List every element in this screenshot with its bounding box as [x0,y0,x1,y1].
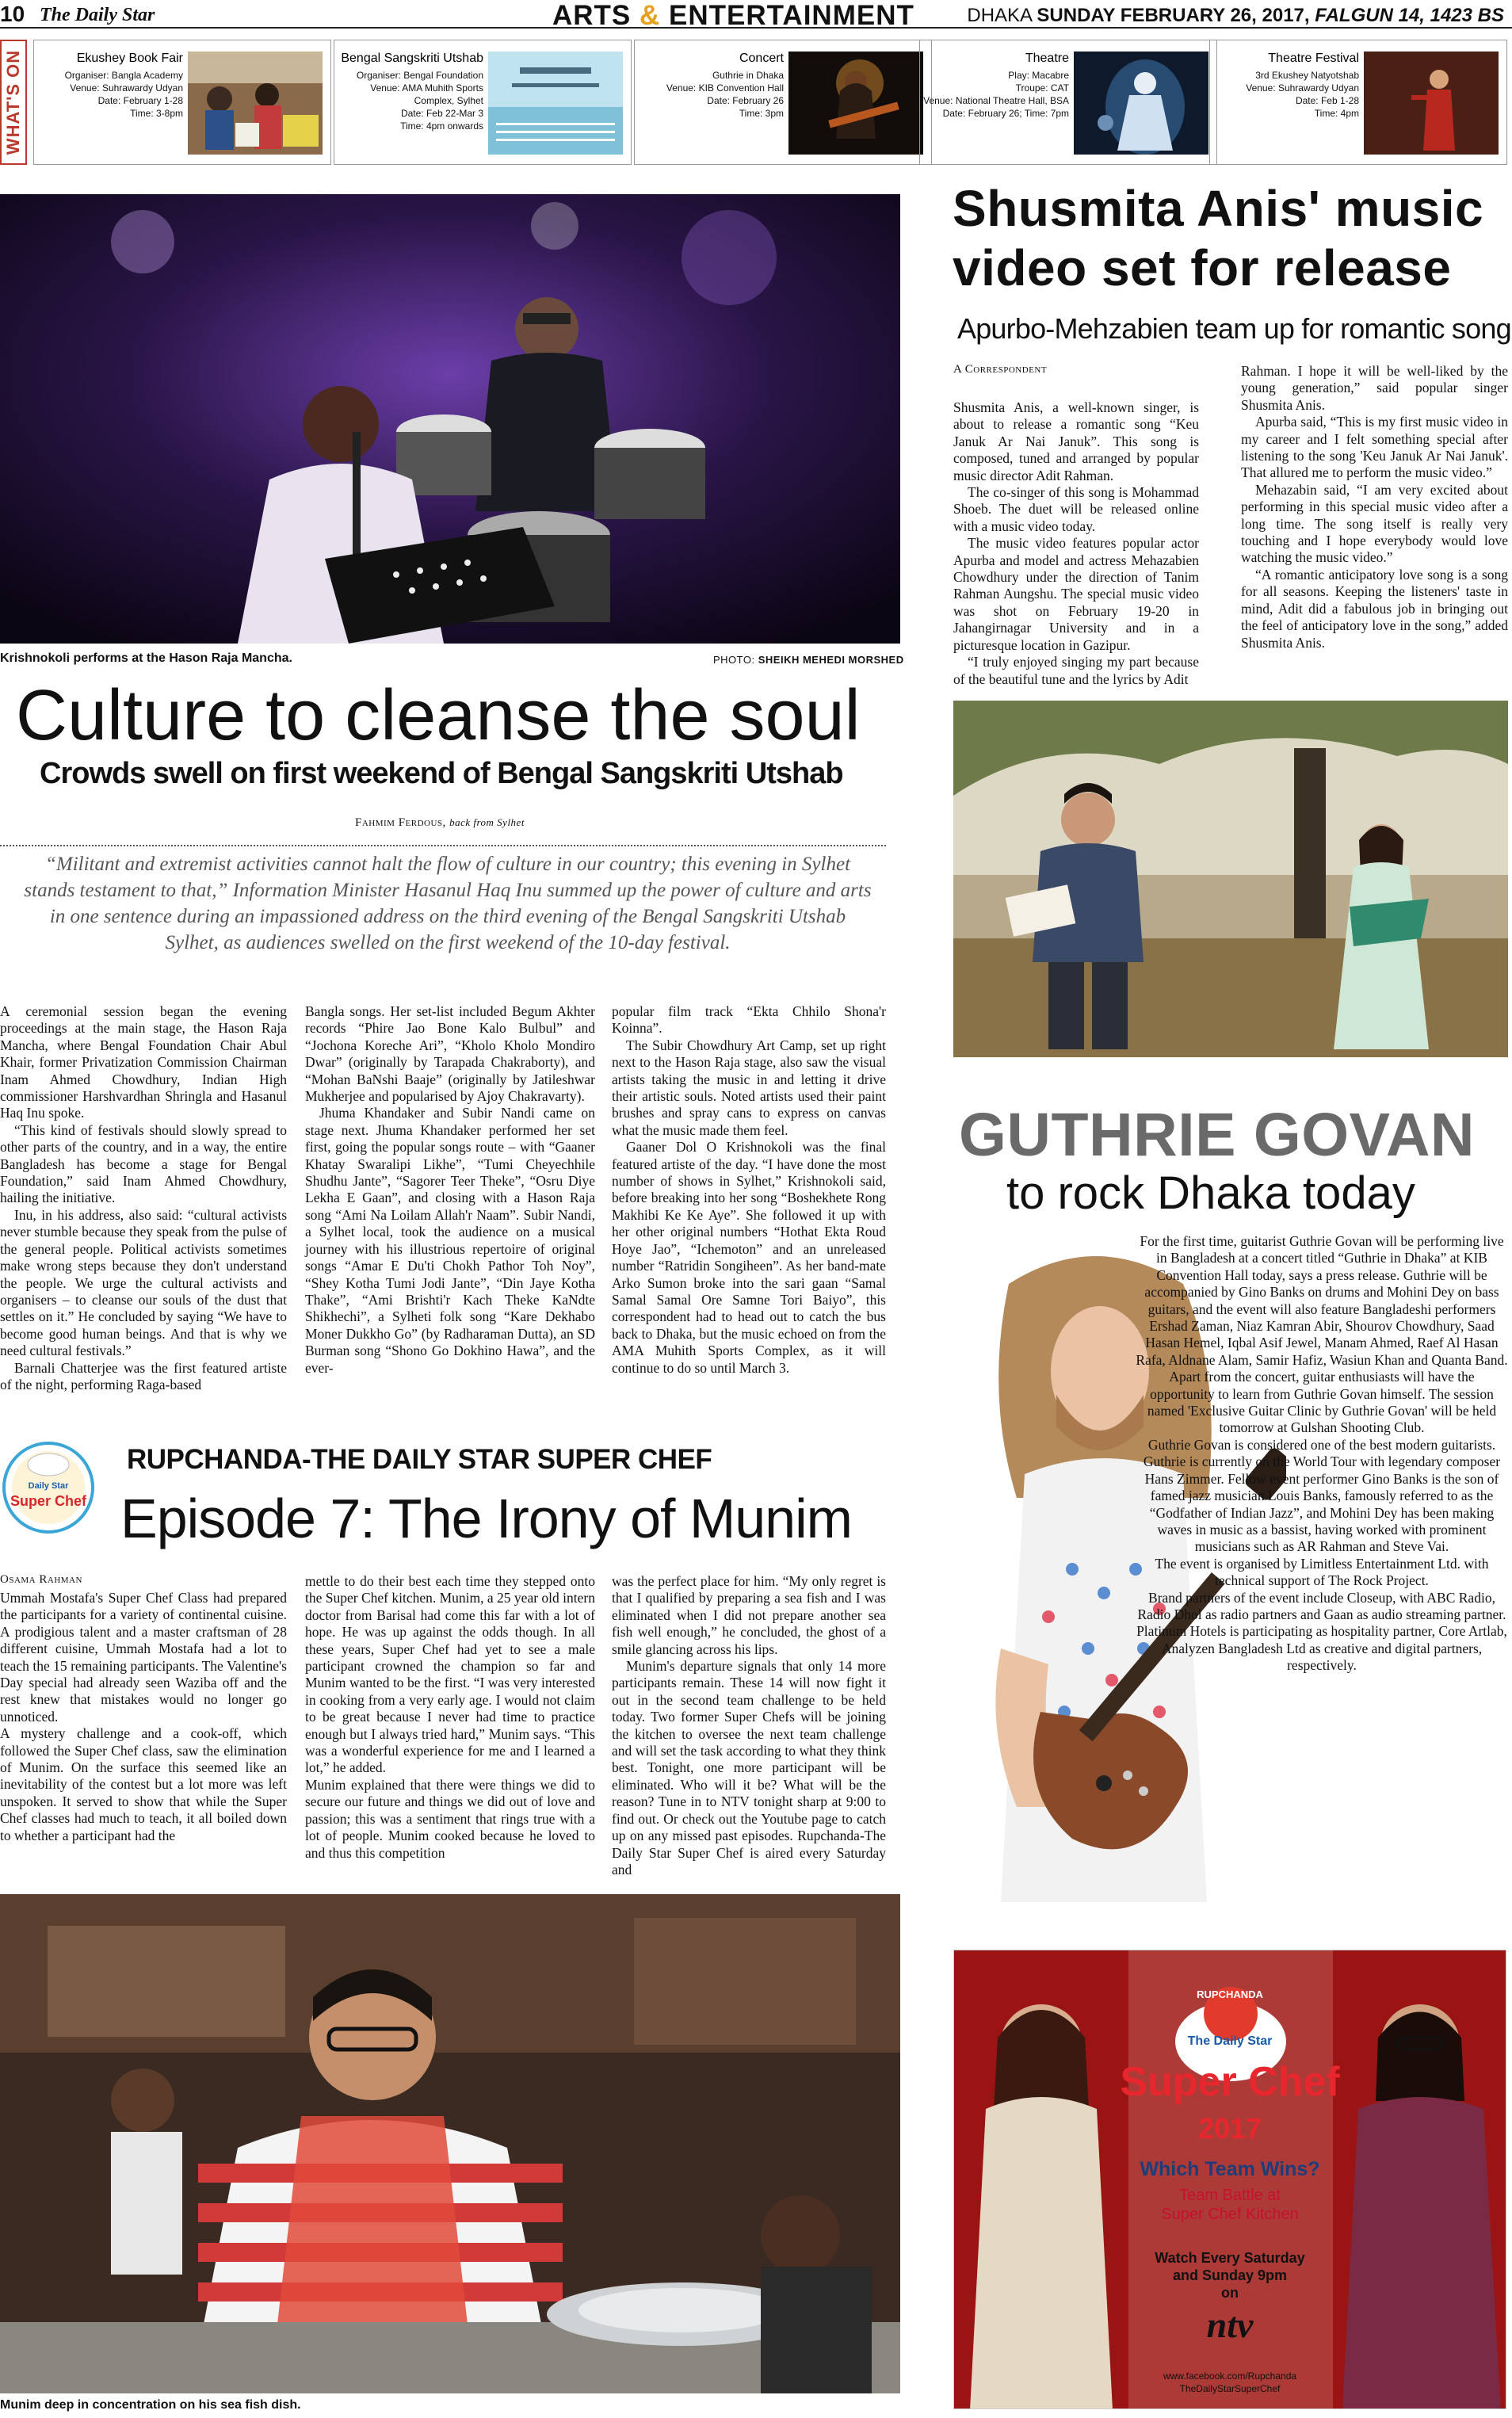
paragraph: Shusmita Anis, a well-known singer, is about to release a romantic song “Keu Januk Ar Nai Januk”. This song is composed, tuned and arranged by popular music director Adit Rahman. [953,399,1199,483]
event-line: Date: February 26; Time: 7pm [942,108,1069,119]
paragraph: “This kind of festivals should slowly spread to other parts of the country, and in a way, the entire Bangladesh has become a stage for Bengal Foundation,” said Inam Ahmed Chowdhury, hailing the initiative. [0,1121,287,1206]
paragraph: Brand partners of the event include Closeup, with ABC Radio, Radio Dhol as radio partners and Gaan as audio streaming partner. Platinum Hotels is participating as hospitality partner, Core Artlab, Analyzen Bangladesh Ltd as creative and digital partners, respectively. [1136,1589,1507,1674]
ad-watch-2: and Sunday 9pm [1172,2267,1288,2283]
shusmita-subhead: Apurbo-Mehzabien team up for romantic song [957,312,1511,345]
paragraph: Munim explained that there were things we did to secure our future and things we did out of love and passion; this was a sentiment that rings true with a lot of people. Munim cooked because he loved to and thus this competition [305,1776,595,1861]
guthrie-headline: GUTHRIE GOVAN [959,1101,1476,1169]
event-text [635,52,788,120]
ad-watch-3: on [1221,2285,1239,2301]
paragraph: For the first time, guitarist Guthrie Govan will be performing live in Bangladesh at a concert titled “Guthrie in Dhaka” at KIB Convention Hall today, says a press release. Guthrie will be accompanied by Gino Banks on drums and Mohini Dey on bass guitars, and the event will also feature Bangladeshi performers Ershad Zaman, Niaz Kamran Abir, Shourov Chowdhury, Saad Hasan Hemel, Iqbal Asif Jewel, Manam Ahmed, Raef Al Hasan Rafa, Aldnane Alam, Samir Hafiz, Wasiun Khan and Quanta Band. [1136,1233,1508,1368]
paragraph: A mystery challenge and a cook-off, which followed the Super Chef class, saw the elimination of Munim. On the surface this seemed like an inevitability of the contest but a lot more was left unspoken. It served to show that while the Super Chef classes had much to teach, it all boiled down to whether a participant had the [0,1725,287,1843]
chef-logo-top: Daily Star [28,1481,69,1491]
event-photo-theatre-festival [1364,52,1499,155]
paragraph: Bangla songs. Her set-list included Begum Akhter records “Phire Jao Bone Kalo Bulbul” and “Jochona Koreche Ari”, “Kholo Kholo Mondiro Dwar” (originally by Tarapada Chakraborty), and “Mohan BaNshi Baaje” (originally by Jatileshwar Mukherjee and popularised by Ajoy Chakravarty). [305,1003,595,1105]
super-chef-logo-icon [2,1441,95,1534]
culture-intro: “Militant and extremist activities cannot halt the flow of culture in our country; this evening in Sylhet stands testament to that,” Information Minister Hasanul Haq Inu summed up the power of culture and arts in one sentence during an impassioned address on the third evening of the Bengal Sangskriti Utshab Sylhet, as audiences swelled on the first weekend of the 10-day festival. [24,854,872,953]
paragraph: Mehazabin said, “I am very excited about performing in this special music video after a long time. The song itself is really very touching and I hope everybody would love watching the music video.” [1241,481,1508,566]
photo-credit-label: PHOTO: [713,654,755,666]
event-card[interactable] [334,40,632,165]
event-card[interactable] [1209,40,1507,165]
event-line: Venue: Suhrawardy Udyan [1246,82,1359,94]
super-chef-byline: Osama Rahman [0,1573,82,1586]
event-line: Date: February 26 [707,95,784,106]
event-photo-sangskriti [488,52,623,155]
event-text [34,52,188,120]
paragraph: mettle to do their best each time they stepped onto the Super Chef kitchen. Munim, a 25 year old intern doctor from Barisal had come this far with a lot of hope. He was up against the odds though. In all these years, Super Chef had yet to see a male participant crowned the champion so far and Munim wanted to be the first. “I was very interested in cooking from a very early age. I would not claim to be great because I never had time to practice enough but I always tried hard,” Munim says. “This was a wonderful experience for me and I learned a lot,” he added. [305,1573,595,1776]
event-text [1210,52,1364,120]
event-title: Theatre [1025,52,1069,65]
paragraph: The music video features popular actor Apurba and model and actress Mehazabien Chowdhury under the direction of Tanim Rahman Aungshu. The special music video was shot on February 19-20 in Jahangirnagar University and in a picturesque location in Gazipur. [953,535,1199,653]
krishnokoli-photo-caption: Krishnokoli performs at the Hason Raja Mancha. [0,651,292,665]
photo-credit-name: SHEIKH MEHEDI MORSHED [758,654,904,666]
whats-on-label-text: WHAT'S ON [3,49,23,155]
section-title [552,0,914,32]
dateline-city: DHAKA [967,5,1032,26]
event-line: Venue: National Theatre Hall, BSA [923,95,1069,106]
culture-column-2 [305,1003,595,1377]
event-title: Theatre Festival [1268,52,1359,65]
paragraph: “A romantic anticipatory love song is a song for all seasons. Keeping the listeners' taste in mind, Adit did a fabulous job in bringing out the feel of anticipatory love in the song,” added Shusmita Anis. [1241,566,1508,651]
section-title-left: ARTS [552,0,632,31]
event-title: Concert [739,52,784,65]
event-line: Time: 4pm onwards [400,120,483,132]
krishnokoli-photo-credit [713,654,904,666]
event-line: Time: 3pm [739,108,784,119]
super-chef-advertisement[interactable] [953,1950,1506,2409]
paragraph: The event is organised by Limitless Entertainment Ltd. with technical support of The Rock Project. [1155,1555,1489,1589]
event-photo-concert [788,52,923,155]
event-photo-theatre [1074,52,1208,155]
munim-photo-caption: Munim deep in concentration on his sea fish dish. [0,2398,301,2412]
super-chef-kicker: RUPCHANDA-THE DAILY STAR SUPER CHEF [127,1444,712,1475]
shusmita-column-1 [953,399,1199,688]
paragraph: Guthrie Govan is considered one of the best modern guitarists. Guthrie is currently on the World Tour with legendary composer Hans Zimmer. Fellow event performer Gino Banks is the son of famed jazz musician Louis Banks, famously referred to as the “Godfather of Indian Jazz”, and Mohini Dey has been making waves in music as a bassist, having worked with prominent musicians such as AR Rahman and Steve Vai. [1143,1436,1501,1555]
ad-facebook-1[interactable]: www.facebook.com/Rupchanda [1163,2370,1297,2382]
whats-on-label [0,40,27,165]
culture-byline [355,816,525,830]
event-line: Date: Feb 1-28 [1295,95,1359,106]
event-title: Bengal Sangskriti Utshab [341,52,483,65]
masthead-logo: The Daily Star [40,5,155,25]
ad-facebook-2[interactable]: TheDailyStarSuperChef [1179,2383,1281,2394]
paragraph: A ceremonial session began the evening proceedings at the main stage, the Hason Raja Mancha, where Bengal Foundation Chair Abul Khair, former Privatization Commission Chairman Inam Ahmed Chowdhury, Indian High commissioner Harshvardhan Shringla and Hasanul Haq Inu spoke. [0,1003,287,1121]
guthrie-subhead: to rock Dhaka today [1006,1167,1415,1219]
event-line: Venue: KIB Convention Hall [666,82,784,94]
event-line: 3rd Ekushey Natyotshab [1255,70,1359,81]
event-line: Organiser: Bangla Academy [64,70,183,81]
paragraph: Barnali Chatterjee was the first featured artiste of the night, performing Raga-based [0,1359,287,1392]
event-line: Complex, Sylhet [414,95,483,106]
ad-tagline-1: Team Battle at [1179,2187,1281,2204]
super-chef-column-3 [612,1573,886,1878]
event-title: Ekushey Book Fair [76,52,183,65]
shusmita-headline: Shusmita Anis' music video set for release [953,180,1484,296]
paragraph: Gaaner Dol O Krishnokoli was the final featured artiste of the day. “I have done the most number of shows in Sylhet,” Krishnokoli said, before breaking into her song “Boshekhete Rong Makhibi Ke Ke Aye”. She followed it up with her other original numbers “Hothat Ekta Roud Hoye Jao”, “Ichemoton” and an unreleased number “Ratridin Songiheen”. As her band-mate Arko Sumon broke into the sari gaan “Samal Samal Samal Ore Samne Tori Baiyo”, this correspondent had to head out to catch the bus back to Dhaka, but the music echoed on from the AMA Muhith Sports Complex, as it will continue to do so until March 3. [612,1139,886,1376]
paragraph: Apurba said, “This is my first music video in my career and I felt something special after listening to the song 'Keu Januk Ar Nai Januk'. That allured me to perform the music video.” [1241,414,1508,481]
paragraph: The Subir Chowdhury Art Camp, set up right next to the Hason Raja stage, also saw the visual artists taking the music in and letting it drive their artistic souls. Noted artists used their paint brushes and spray cans to express on canvas what the music made them feel. [612,1037,886,1138]
event-text [920,52,1074,120]
shusmita-byline: A Correspondent [953,363,1048,376]
shusmita-column-2 [1241,363,1508,651]
event-line: Venue: AMA Muhith Sports [370,82,483,94]
event-line: Guthrie in Dhaka [712,70,784,81]
paragraph: was the perfect place for him. “My only regret is that I qualified by preparing a sea fish and I was eliminated when I did not prepare another sea fish well enough,” he concluded, the ghost of a smile glancing across his lips. [612,1573,886,1657]
ntv-logo-icon: ntv [1206,2305,1254,2345]
event-line: Date: Feb 22-Mar 3 [400,108,483,119]
super-chef-headline: Episode 7: The Irony of Munim [120,1488,852,1549]
krishnokoli-concert-photo [0,194,900,644]
page-number: 10 [0,2,25,26]
event-photo-book-fair [188,52,323,155]
byline-name: Fahmim Ferdous, [355,816,446,829]
byline-place: back from Sylhet [449,816,525,828]
munim-cooking-photo [0,1894,900,2393]
ad-year: 2017 [1197,2112,1262,2145]
paragraph: The co-singer of this song is Mohammad Shoeb. The duet will be released online with a music video today. [953,484,1199,534]
dateline-date: SUNDAY FEBRUARY 26, 2017, [1037,5,1310,26]
event-card[interactable] [634,40,932,165]
section-title-amp: & [640,0,661,31]
event-line: Troupe: CAT [1015,82,1069,94]
paragraph: Rahman. I hope it will be well-liked by the young generation,” said popular singer Shusmita Anis. [1241,363,1508,413]
ad-tagline-2: Super Chef Kitchen [1161,2206,1299,2223]
event-line: Time: 4pm [1314,108,1359,119]
ad-question: Which Team Wins? [1140,2158,1320,2180]
culture-column-1 [0,1003,287,1393]
apurba-mehazabien-photo [953,701,1508,1057]
ad-brand: RUPCHANDA [1197,1988,1263,2000]
paragraph: popular film track “Ekta Chhilo Shona'r Koinna”. [612,1003,886,1037]
paragraph: Inu, in his address, also said: “cultural activists never stumble because they speak from the pulse of the general people. Political activists sometimes make wrong steps because they don't understand the people. We urge the cultural activists and organisers – to cleanse our souls of the dust that settles on it.” He concluded by saying “We have to become good human beings. And that is why we need cultural festivals.” [0,1206,287,1359]
dateline [967,5,1504,27]
event-line: Date: February 1-28 [97,95,183,106]
event-text [334,52,488,132]
divider [0,845,886,846]
dateline-bangla-date: FALGUN 14, 1423 BS [1315,5,1504,26]
ad-logo-main: Super Chef [1120,2059,1340,2105]
paragraph: Jhuma Khandaker and Subir Nandi came on stage next. Jhuma Khandaker performed her set first, going the popular songs route – with “Gaaner Khatay Swaralipi Likhe”, “Tumi Cheyechhile Shudhu Jante”, “Sagorer Teer Theke”, “Osru Diye Lekha E Gaan”, and closing with a Hason Raja song “Ami Na Loilam Allah'r Naam”. Subir Nandi, a Sylhet local, took the audience on a musical journey with his illustrious repertoire of original songs “Amar E Du'ti Chokh Pathor Toh Noy”, “Shey Kotha Tumi Jodi Jante”, “Din Jaye Kotha Thake”, “Ami Brishti'r Kach Theke KaNdte Shikhechi”, a Sylheti folk song “Kare Dekhabo Moner Dukkho Go” (by Radharaman Dutta), an SD Burman song “Shono Go Dokhino Hawa”, and the ever- [305,1105,595,1376]
paragraph: Apart from the concert, guitar enthusiasts will have the opportunity to learn from Guthrie Govan himself. The session named 'Exclusive Guitar Clinic by Guthrie Govan' will be held tomorrow at Gulshan Shooting Club. [1147,1369,1497,1436]
event-line: Play: Macabre [1008,70,1069,81]
chef-logo-main: Super Chef [10,1493,87,1509]
super-chef-column-1 [0,1590,287,1844]
guthrie-body [1136,1233,1508,1675]
event-line: Organiser: Bengal Foundation [356,70,483,81]
page-header [0,0,1512,29]
paragraph: “I truly enjoyed singing my part because of the beautiful tune and the lyrics by Adit [953,654,1199,687]
culture-subhead: Crowds swell on first weekend of Bengal Sangskriti Utshab [40,757,843,790]
event-line: Time: 3-8pm [130,108,183,119]
paragraph: Ummah Mostafa's Super Chef Class had prepared the participants for a variety of continental cuisine. A prodigious talent and a master craftsman of 28 different cuisine, Ummah Mostafa had a lot to teach the 15 remaining participants. The Valentine's Day special had already seen Waziba off and the rest knew that mistakes would no longer go unnoticed. [0,1590,287,1725]
event-line: Venue: Suhrawardy Udyan [70,82,183,94]
ad-logo-daily: The Daily Star [1187,2034,1273,2048]
event-card[interactable] [919,40,1217,165]
section-title-right: ENTERTAINMENT [669,0,914,31]
culture-column-3 [612,1003,886,1377]
paragraph: Munim's departure signals that only 14 more participants remain. These 14 will now fight it out in the second team challenge to be held today. Two former Super Chefs will be joining the kitchen to oversee the next team challenge and will set the task according to what they think best. Tonight, one more participant will be eliminated. Who will it be? What will be the reason? Tune in to NTV tonight sharp at 9:00 to find out. Or check out the Youtube page to catch up on any missed past episodes. Rupchanda-The Daily Star Super Chef is aired every Saturday and [612,1658,886,1877]
super-chef-column-2 [305,1573,595,1862]
ad-watch-1: Watch Every Saturday [1155,2250,1305,2266]
event-card[interactable] [33,40,331,165]
culture-headline: Culture to cleanse the soul [16,676,861,755]
